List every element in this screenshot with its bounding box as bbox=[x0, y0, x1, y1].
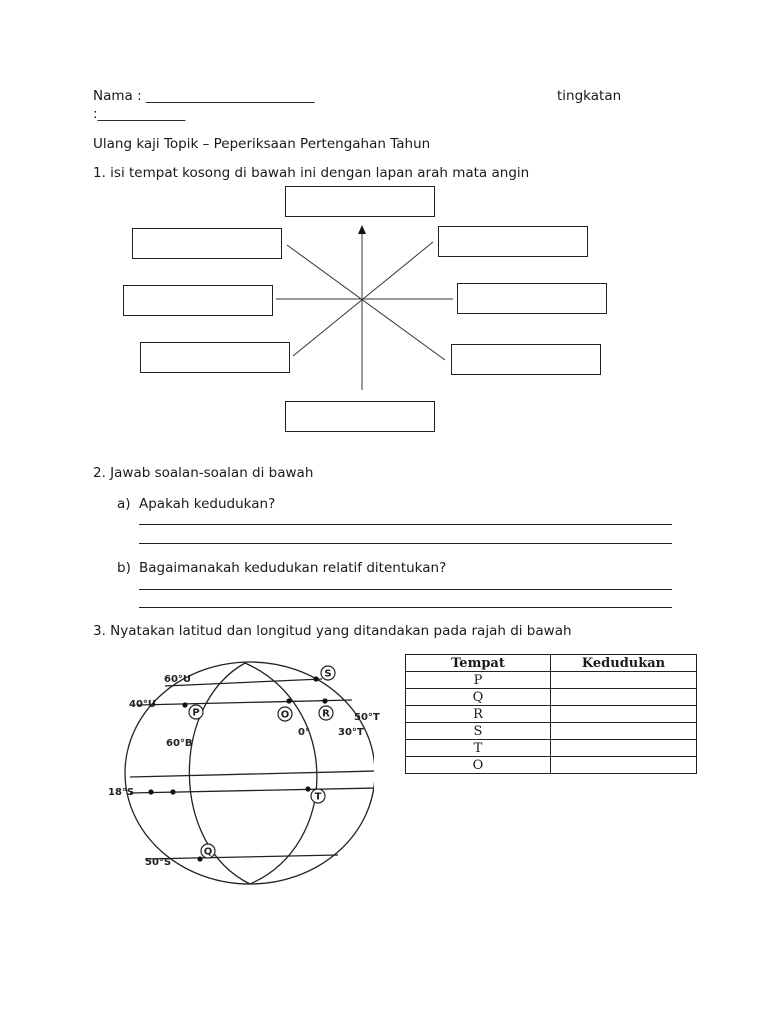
question-2b-label: b) bbox=[117, 560, 131, 576]
point-r-label: R bbox=[322, 708, 330, 720]
globe-dot bbox=[148, 789, 153, 794]
globe-dot bbox=[286, 698, 291, 703]
question-2a-text: Apakah kedudukan? bbox=[139, 496, 276, 512]
class-blank: :_____________ bbox=[93, 106, 186, 122]
parallel-40u bbox=[138, 700, 352, 705]
lon-label-30t: 30°T bbox=[338, 727, 364, 738]
position-table bbox=[405, 654, 697, 774]
globe-outline bbox=[125, 662, 375, 884]
point-t-label: T bbox=[314, 791, 322, 803]
point-o-label: O bbox=[280, 709, 290, 721]
point-q-label: Q bbox=[203, 846, 213, 858]
table-cell-place: O bbox=[406, 757, 551, 774]
answer-line[interactable] bbox=[139, 543, 672, 544]
table-row bbox=[406, 723, 697, 740]
table-cell-place: S bbox=[406, 723, 551, 740]
lat-label-60u: 60°U bbox=[164, 674, 192, 685]
table-header-position: Kedudukan bbox=[551, 655, 697, 672]
lon-label-0: 0° bbox=[298, 727, 310, 738]
lat-label-18s: 18°S bbox=[108, 787, 135, 798]
table-header-row bbox=[406, 655, 697, 672]
table-row bbox=[406, 706, 697, 723]
globe-dot bbox=[313, 676, 318, 681]
answer-line[interactable] bbox=[139, 607, 672, 608]
answer-line[interactable] bbox=[139, 589, 672, 590]
compass-box-northeast[interactable] bbox=[438, 226, 588, 257]
compass-diagonal-nw-se bbox=[287, 245, 445, 360]
question-3: 3. Nyatakan latitud dan longitud yang ditandakan pada rajah di bawah bbox=[93, 623, 572, 639]
parallel-50s bbox=[145, 855, 338, 859]
question-1: 1. isi tempat kosong di bawah ini dengan lapan arah mata angin bbox=[93, 165, 530, 181]
compass-box-northwest[interactable] bbox=[132, 228, 282, 259]
question-2b-text: Bagaimanakah kedudukan relatif ditentukan? bbox=[139, 560, 447, 576]
compass-box-southwest[interactable] bbox=[140, 342, 290, 373]
table-row bbox=[406, 672, 697, 689]
compass-box-west[interactable] bbox=[123, 285, 273, 316]
globe-dot bbox=[170, 789, 175, 794]
meridian-left bbox=[189, 663, 250, 884]
north-arrow-icon bbox=[358, 225, 366, 234]
table-cell-answer[interactable] bbox=[551, 723, 697, 740]
table-cell-answer[interactable] bbox=[551, 706, 697, 723]
table-cell-place: Q bbox=[406, 689, 551, 706]
table-row bbox=[406, 689, 697, 706]
globe-dot bbox=[197, 856, 202, 861]
globe-diagram bbox=[90, 655, 380, 895]
point-s-label: S bbox=[324, 668, 332, 680]
table-cell-answer[interactable] bbox=[551, 757, 697, 774]
question-2a-label: a) bbox=[117, 496, 131, 512]
point-p-label: P bbox=[192, 707, 200, 719]
table-row bbox=[406, 740, 697, 757]
compass-box-east[interactable] bbox=[457, 283, 607, 314]
globe-dot bbox=[182, 702, 187, 707]
parallel-upper-equator bbox=[130, 771, 376, 777]
compass-box-southeast[interactable] bbox=[451, 344, 601, 375]
table-header-place: Tempat bbox=[406, 655, 551, 672]
lon-label-60b: 60°B bbox=[166, 738, 193, 749]
parallel-18s bbox=[130, 788, 376, 793]
lat-label-40u: 40°U bbox=[129, 699, 157, 710]
table-row bbox=[406, 757, 697, 774]
compass-box-south[interactable] bbox=[285, 401, 435, 432]
table-cell-place: R bbox=[406, 706, 551, 723]
table-cell-place: P bbox=[406, 672, 551, 689]
lon-label-50t: 50°T bbox=[354, 712, 380, 723]
table-cell-answer[interactable] bbox=[551, 672, 697, 689]
table-cell-answer[interactable] bbox=[551, 740, 697, 757]
name-field-label: Nama : _________________________ bbox=[93, 88, 315, 104]
lat-label-50s: 50°S bbox=[145, 857, 172, 868]
globe-dot bbox=[322, 698, 327, 703]
question-2: 2. Jawab soalan-soalan di bawah bbox=[93, 465, 314, 481]
page-title: Ulang kaji Topik – Peperiksaan Pertengahan Tahun bbox=[93, 136, 431, 152]
compass-box-north[interactable] bbox=[285, 186, 435, 217]
class-label: tingkatan bbox=[557, 88, 622, 104]
answer-line[interactable] bbox=[139, 524, 672, 525]
table-cell-answer[interactable] bbox=[551, 689, 697, 706]
table-cell-place: T bbox=[406, 740, 551, 757]
globe-dot bbox=[305, 786, 310, 791]
